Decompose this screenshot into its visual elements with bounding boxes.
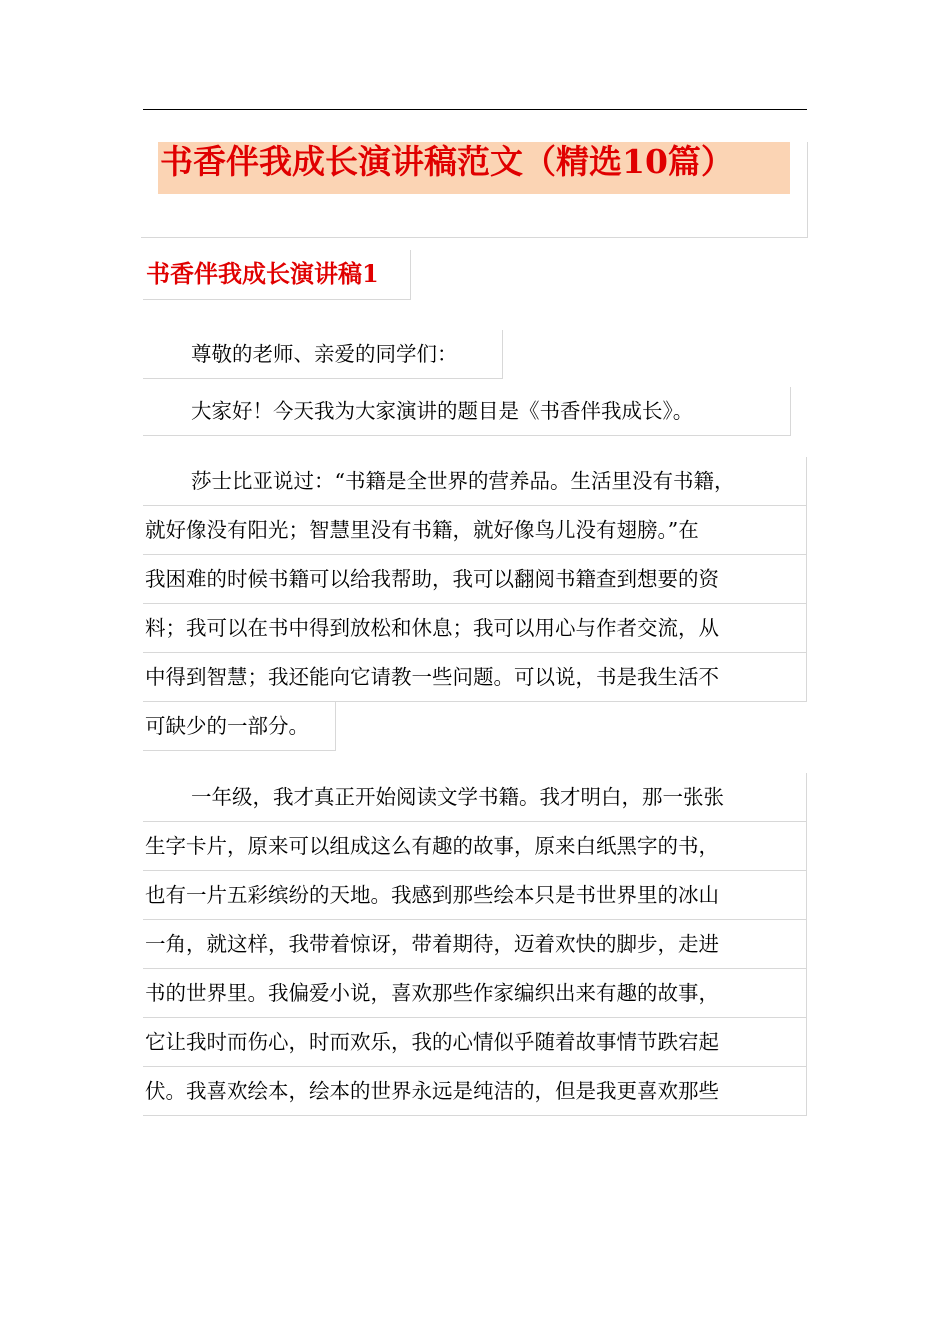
header-rule (143, 109, 807, 110)
paragraph-line: 料；我可以在书中得到放松和休息；我可以用心与作者交流，从 (143, 604, 807, 653)
paragraph-line: 书的世界里。我偏爱小说，喜欢那些作家编织出来有趣的故事， (143, 969, 807, 1018)
paragraph-line: 就好像没有阳光；智慧里没有书籍，就好像鸟儿没有翅膀。”在 (143, 506, 807, 555)
document-title: 书香伴我成长演讲稿范文（精选10篇） (160, 142, 734, 181)
paragraph-line: 莎士比亚说过：“书籍是全世界的营养品。生活里没有书籍， (143, 457, 807, 506)
paragraph-line: 也有一片五彩缤纷的天地。我感到那些绘本只是书世界里的冰山 (143, 871, 807, 920)
paragraph-line: 一年级，我才真正开始阅读文学书籍。我才明白，那一张张 (143, 773, 807, 822)
paragraph-line: 我困难的时候书籍可以给我帮助，我可以翻阅书籍查到想要的资 (143, 555, 807, 604)
paragraph-line: 可缺少的一部分。 (143, 702, 336, 751)
paragraph-line: 它让我时而伤心，时而欢乐，我的心情似乎随着故事情节跌宕起 (143, 1018, 807, 1067)
greeting-line: 大家好！今天我为大家演讲的题目是《书香伴我成长》。 (143, 387, 791, 436)
paragraph-line: 伏。我喜欢绘本，绘本的世界永远是纯洁的，但是我更喜欢那些 (143, 1067, 807, 1116)
salutation-line: 尊敬的老师、亲爱的同学们： (143, 330, 503, 379)
paragraph-line: 一角，就这样，我带着惊讶，带着期待，迈着欢快的脚步，走进 (143, 920, 807, 969)
section-heading: 书香伴我成长演讲稿1 (146, 259, 379, 288)
paragraph-line: 中得到智慧；我还能向它请教一些问题。可以说，书是我生活不 (143, 653, 807, 702)
paragraph-line: 生字卡片，原来可以组成这么有趣的故事，原来白纸黑字的书， (143, 822, 807, 871)
